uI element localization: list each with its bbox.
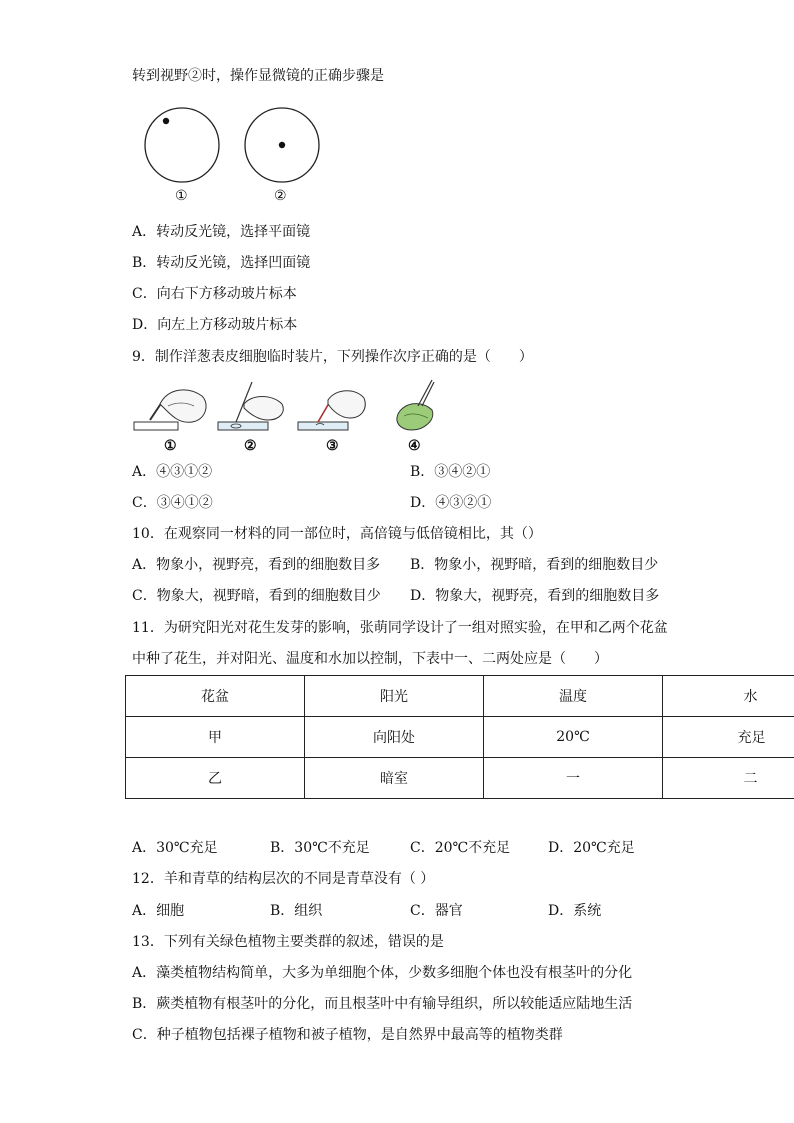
q12-option-d: D．系统 <box>548 903 602 919</box>
table-cell: 向阳处 <box>305 717 484 758</box>
q11-option-b: B．30℃不充足 <box>270 840 370 856</box>
table-header-cell: 阳光 <box>305 676 484 717</box>
field-circle-1 <box>145 108 219 182</box>
table-cell: 二 <box>663 758 794 799</box>
q11-stem-line1: 11．为研究阳光对花生发芽的影响，张萌同学设计了一组对照实验，在甲和乙两个花盆 <box>132 620 668 636</box>
q8-option-b: B．转动反光镜，选择凹面镜 <box>132 255 311 271</box>
q11-option-d: D．20℃充足 <box>548 840 635 856</box>
specimen-dot-2 <box>279 142 285 148</box>
table-cell: 甲 <box>126 717 305 758</box>
q12-option-a: A．细胞 <box>132 903 185 919</box>
table-header-cell: 水 <box>663 676 794 717</box>
experiment-table <box>125 675 794 799</box>
q9-option-a: A．④③①② <box>132 464 213 480</box>
figure-label-2: ② <box>274 188 287 204</box>
step-label-2: ② <box>244 438 257 454</box>
q8-option-c: C．向右下方移动玻片标本 <box>132 286 297 302</box>
table-header-row <box>126 676 794 717</box>
q8-stem: 转到视野②时，操作显微镜的正确步骤是 <box>132 68 384 84</box>
table-row <box>126 717 794 758</box>
q13-option-c: C．种子植物包括裸子植物和被子植物，是自然界中最高等的植物类群 <box>132 1027 563 1043</box>
q10-option-b: B．物象小，视野暗，看到的细胞数目少 <box>410 557 659 573</box>
table-cell: 充足 <box>663 717 794 758</box>
table-header-cell: 花盆 <box>126 676 305 717</box>
q10-option-a: A．物象小，视野亮，看到的细胞数目多 <box>132 557 381 573</box>
step4-illustration <box>397 380 434 430</box>
step-label-3: ③ <box>326 438 339 454</box>
q13-stem: 13．下列有关绿色植物主要类群的叙述，错误的是 <box>132 934 444 950</box>
step-label-1: ① <box>164 438 177 454</box>
q9-option-d: D．④③②① <box>410 495 492 511</box>
step2-illustration <box>218 382 283 430</box>
step-label-4: ④ <box>408 438 421 454</box>
q10-option-c: C．物象大，视野暗，看到的细胞数目少 <box>132 588 381 604</box>
q9-stem: 9．制作洋葱表皮细胞临时装片，下列操作次序正确的是（ ） <box>132 349 533 365</box>
q11-option-a: A．30℃充足 <box>132 840 218 856</box>
q10-stem: 10．在观察同一材料的同一部位时，高倍镜与低倍镜相比，其（） <box>132 526 542 542</box>
microscope-fields-figure <box>140 105 330 205</box>
q11-stem-line2: 中种了花生，并对阳光、温度和水加以控制，下表中一、二两处应是（ ） <box>132 651 608 667</box>
q11-option-c: C．20℃不充足 <box>410 840 511 856</box>
q8-option-a: A．转动反光镜，选择平面镜 <box>132 224 311 240</box>
q8-option-d: D．向左上方移动玻片标本 <box>132 317 298 333</box>
q12-stem: 12．羊和青草的结构层次的不同是青草没有（ ） <box>132 871 435 887</box>
table-header-cell: 温度 <box>484 676 663 717</box>
q10-option-d: D．物象大，视野亮，看到的细胞数目多 <box>410 588 660 604</box>
figure-label-1: ① <box>175 188 188 204</box>
table-row <box>126 758 794 799</box>
specimen-dot-1 <box>163 118 169 124</box>
table-cell: 暗室 <box>305 758 484 799</box>
q9-option-c: C．③④①② <box>132 495 213 511</box>
q9-option-b: B．③④②① <box>410 464 491 480</box>
q12-option-c: C．器官 <box>410 903 463 919</box>
step1-illustration <box>134 390 206 430</box>
table-cell: 乙 <box>126 758 305 799</box>
q13-option-a: A．藻类植物结构简单，大多为单细胞个体，少数多细胞个体也没有根茎叶的分化 <box>132 965 633 981</box>
table-cell: 20℃ <box>484 717 663 758</box>
q13-option-b: B．蕨类植物有根茎叶的分化，而且根茎叶中有输导组织，所以较能适应陆地生活 <box>132 996 633 1012</box>
q12-option-b: B．组织 <box>270 903 323 919</box>
table-cell: 一 <box>484 758 663 799</box>
step3-illustration <box>298 391 365 430</box>
slide-steps-figure <box>132 376 442 434</box>
